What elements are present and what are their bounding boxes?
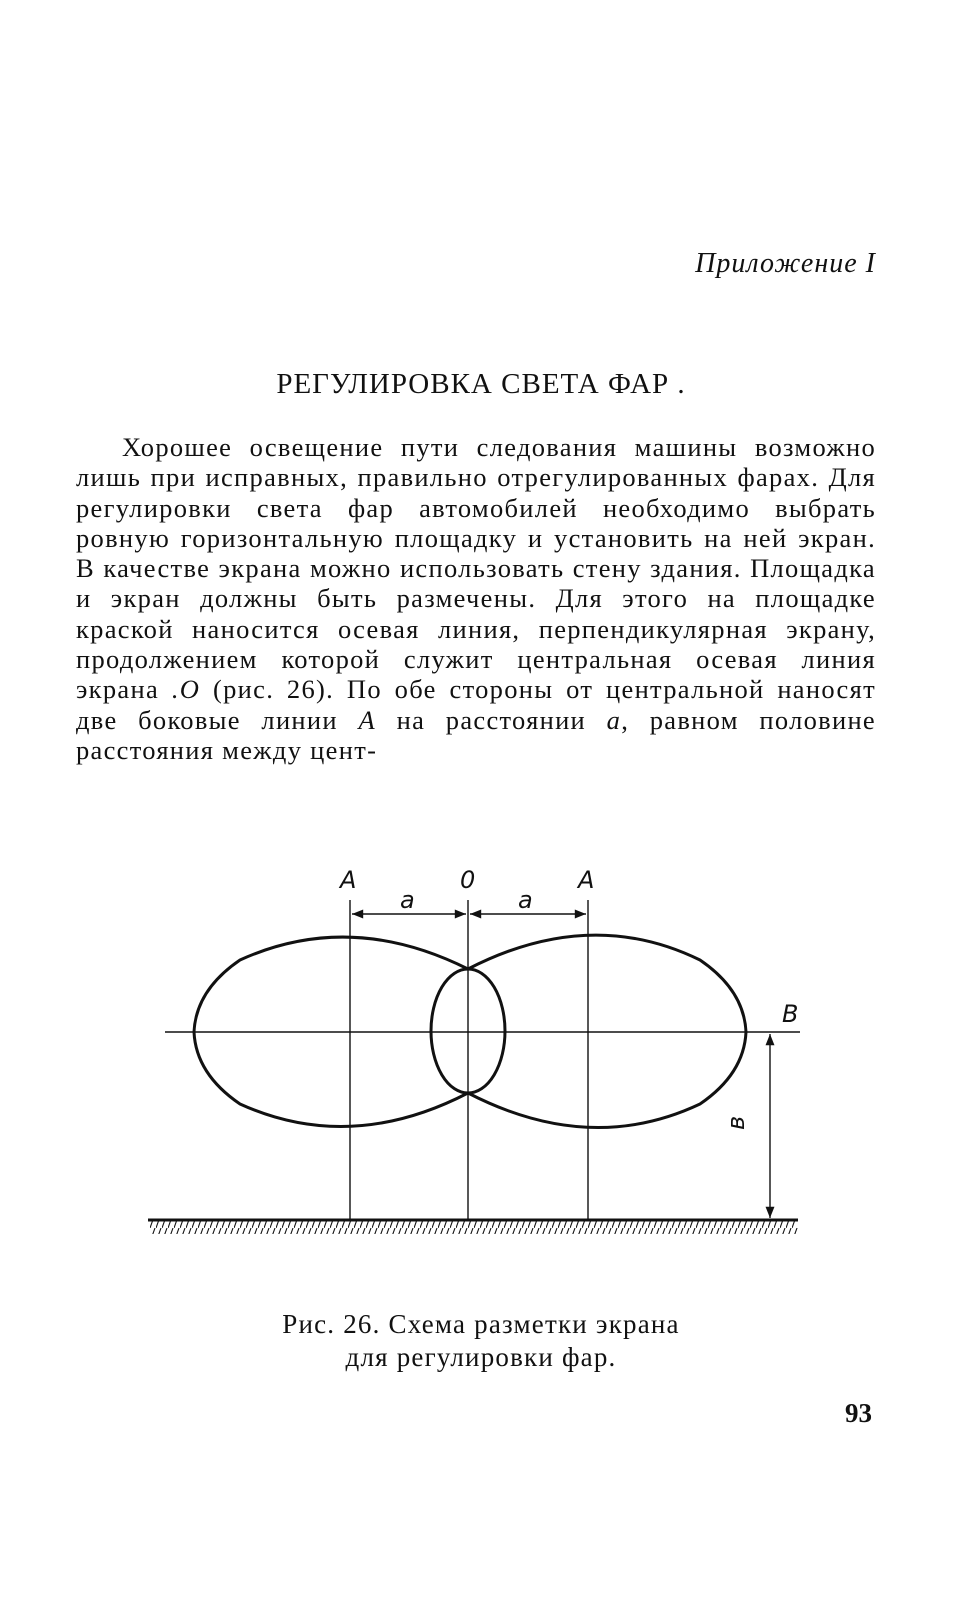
- section-title: РЕГУЛИРОВКА СВЕТА ФАР .: [276, 368, 686, 400]
- paragraph-part-1: Хорошее освещение пути следования машины возможно лишь при исправных, правильно отрегулированных фарах. Для регулировки света фар автомобилей необходимо выбрать ровную горизонтальную площадку и установить на ней экран. В качестве экрана можно использовать стену здания. Площадка и экран должны быть размечены. Для этого на площадке краской наносится осевая линия, перпендикулярная экрану, продолжением которой служит центральная осевая линия экрана: [76, 432, 876, 705]
- label-a-small: a: [606, 704, 622, 735]
- paragraph-part-4: , равном половине расстояния между цент-: [76, 704, 876, 765]
- label-right-axis: A: [578, 866, 595, 894]
- paragraph-part-2: (рис. 26). По обе стороны от центральной наносят две боковые линии: [76, 674, 876, 735]
- appendix-heading: Приложение I: [695, 248, 876, 279]
- right-light-spot: [468, 935, 746, 1127]
- label-left-distance: a: [400, 886, 415, 914]
- page-number: 93: [845, 1398, 872, 1428]
- headlight-screen-diagram: [0, 850, 962, 1250]
- label-height: в: [722, 1115, 750, 1130]
- label-right-distance: a: [518, 886, 533, 914]
- paragraph-part-3: на расстоянии: [376, 704, 607, 735]
- label-left-axis: A: [340, 866, 357, 894]
- label-horizontal-line: B: [782, 1000, 799, 1028]
- label-o: .O: [171, 674, 201, 705]
- figure-26: [0, 850, 962, 1250]
- ground-hatching: [150, 1220, 798, 1234]
- figure-caption: [0, 1308, 962, 1374]
- label-a: A: [358, 704, 376, 735]
- paragraph: [76, 432, 876, 765]
- label-center-axis: 0: [460, 866, 476, 894]
- body-text: [76, 432, 876, 765]
- caption-line-1: Рис. 26. Схема разметки экрана: [282, 1309, 680, 1339]
- caption-line-2: для регулировки фар.: [345, 1342, 617, 1372]
